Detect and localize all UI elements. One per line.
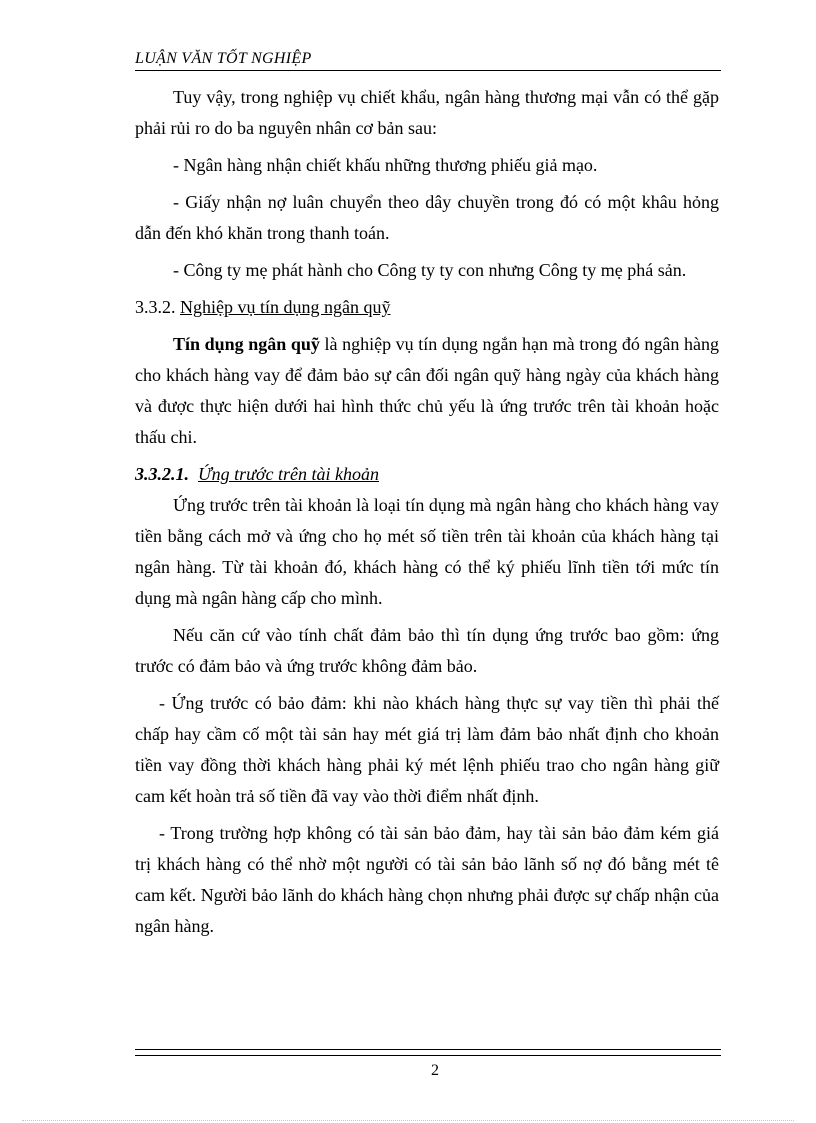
paragraph-intro: Tuy vậy, trong nghiệp vụ chiết khẩu, ngân hàng thương mại vẫn có thể gặp phải rủi ro do ba nguyên nhân cơ bản sau: — [135, 87, 719, 138]
list-item: - Giấy nhận nợ luân chuyển theo dây chuyền trong đó có một khâu hỏng dẫn đến khó khăn trong thanh toán. — [135, 192, 719, 243]
page-edge-dots — [22, 1120, 794, 1122]
definition-text: là nghiệp vụ tín dụng ngắn hạn mà trong đó ngân hàng cho khách hàng vay để đảm bảo sự cân đối ngân quỹ hàng ngày của khách hàng và được thực hiện dưới hai hình thức chủ yếu là ứng trước trên tài khoản hoặc thấu chi. — [135, 334, 719, 447]
definition-term: Tín dụng ngân quỹ — [173, 334, 320, 354]
list-item: - Công ty mẹ phát hành cho Công ty ty con nhưng Công ty mẹ phá sản. — [173, 260, 687, 280]
section-heading — [135, 292, 719, 323]
section-number: 3.3.2. — [135, 297, 180, 317]
paragraph-advance: Ứng trước trên tài khoản là loại tín dụng mà ngân hàng cho khách hàng vay tiền bằng cách mở và ứng cho họ mét số tiền trên tài khoản của khách hàng tại ngân hàng. Từ tài khoản đó, khách hàng có thể ký phiếu lĩnh tiền tới mức tín dụng mà ngân hàng cấp cho mình. — [135, 495, 719, 608]
page-body — [135, 82, 719, 942]
subsection-number: 3.3.2.1. — [135, 464, 189, 484]
paragraph-classification: Nếu căn cứ vào tính chất đảm bảo thì tín dụng ứng trước bao gồm: ứng trước có đảm bảo và ứng trước không đảm bảo. — [135, 625, 719, 676]
page-number: 2 — [431, 1062, 439, 1079]
running-header — [135, 50, 721, 71]
subsection-heading — [135, 459, 719, 490]
paragraph-definition — [135, 329, 719, 453]
list-item: - Ứng trước có bảo đảm: khi nào khách hàng thực sự vay tiền thì phải thế chấp hay cầm cố một tài sản hay mét giá trị làm đảm bảo nhất định cho khoản tiền vay đồng thời khách hàng phải ký mét lệnh phiếu trao cho ngân hàng giữ cam kết hoàn trả số tiền đã vay vào thời điểm nhất định. — [135, 693, 719, 806]
section-title: Nghiệp vụ tín dụng ngân quỹ — [180, 297, 391, 317]
header-title: LUẬN VĂN TỐT NGHIỆP — [135, 50, 312, 67]
list-item: - Trong trường hợp không có tài sản bảo đảm, hay tài sản bảo đảm kém giá trị khách hàng có thể nhờ một người có tài sản bảo lãnh số nợ đó bằng mét tê cam kết. Người bảo lãnh do khách hàng chọn nhưng phải được sự chấp nhận của ngân hàng. — [135, 823, 719, 936]
subsection-title: Ứng trước trên tài khoản — [198, 464, 379, 484]
footer-divider — [135, 1049, 721, 1056]
list-item: - Ngân hàng nhận chiết khấu những thương phiếu giả mạo. — [173, 155, 598, 175]
